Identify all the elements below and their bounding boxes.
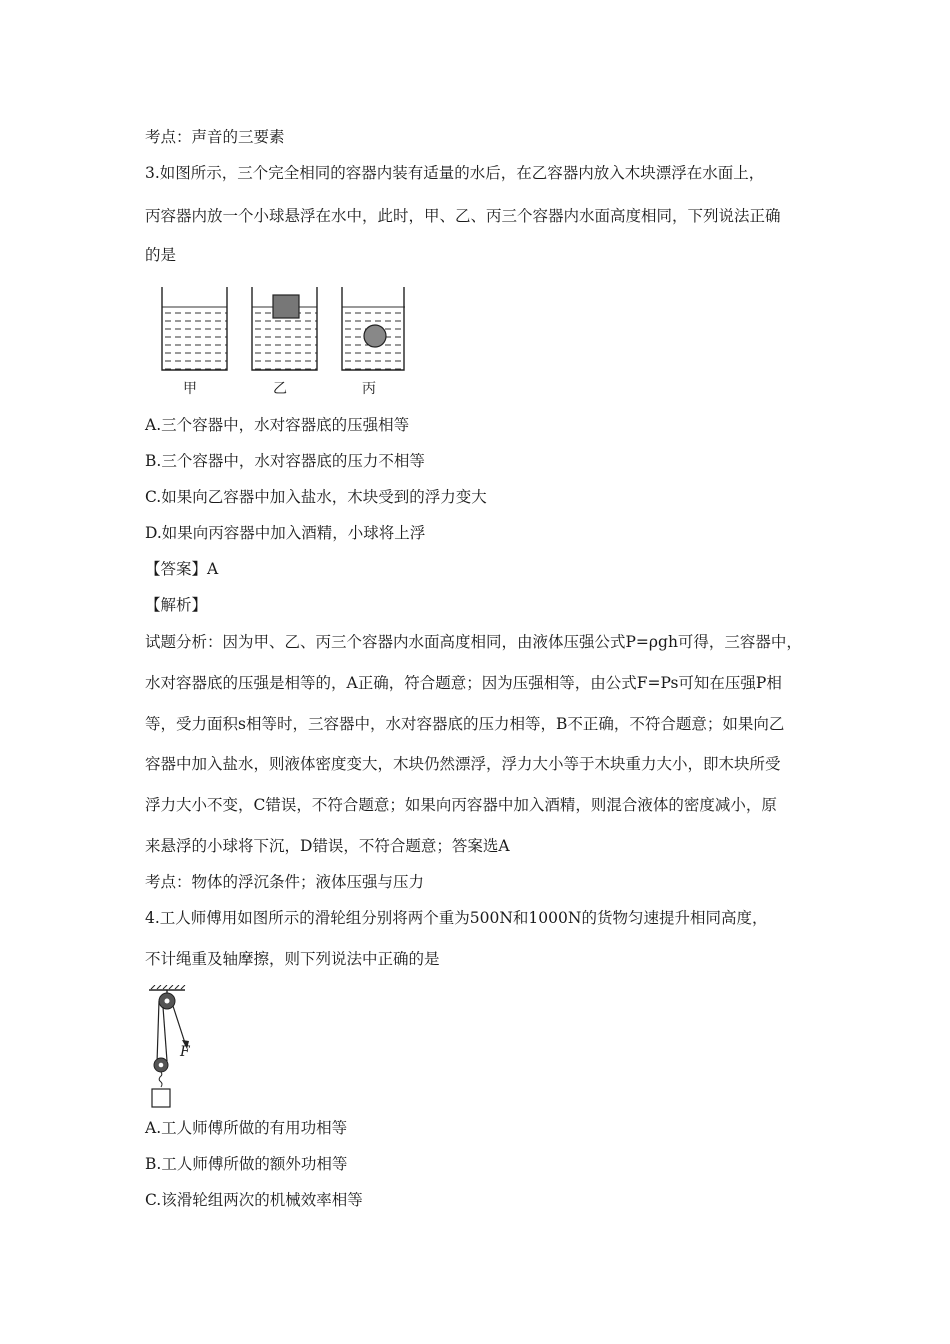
force-label: F [180,1044,190,1060]
movable-pulley [154,1058,168,1072]
container-bing [342,287,405,370]
label-bing: 丙 [362,381,376,397]
text-line: 丙容器内放一个小球悬浮在水中，此时，甲、乙、丙三个容器内水面高度相同，下列说法正确 [145,207,781,225]
container-jia [162,287,227,370]
text-line: C.如果向乙容器中加入盐水，木块受到的浮力变大 [145,488,487,506]
label-yi: 乙 [273,381,287,397]
text-line: 不计绳重及轴摩擦，则下列说法中正确的是 [145,950,440,968]
text-line: C.该滑轮组两次的机械效率相等 [145,1191,363,1209]
text-line: 的是 [145,246,177,264]
text-line: 浮力大小不变，C错误，不符合题意；如果向丙容器中加入酒精，则混合液体的密度减小，原 [145,796,777,814]
text-line: 【解析】 [145,596,208,614]
text-line: B.工人师傅所做的额外功相等 [145,1155,348,1173]
text-line: 4.工人师傅用如图所示的滑轮组分别将两个重为500N和1000N的货物匀速提升相同高度， [145,909,768,927]
text-line: 容器中加入盐水，则液体密度变大，木块仍然漂浮，浮力大小等于木块重力大小，即木块所受 [145,755,781,773]
text-line: 【答案】A [145,560,219,578]
text-line: A.工人师傅所做的有用功相等 [145,1119,348,1137]
text-line: 等，受力面积s相等时，三容器中，水对容器底的压力相等，B不正确，不符合题意；如果向乙 [145,715,785,733]
small-ball [364,325,386,347]
text-line: 来悬浮的小球将下沉，D错误，不符合题意；答案选A [145,837,510,855]
text-line: A.三个容器中，水对容器底的压强相等 [145,416,410,434]
text-line: 试题分析：因为甲、乙、丙三个容器内水面高度相同，由液体压强公式P=ρgh可得，三容器中， [145,633,802,651]
hook [159,1072,162,1087]
cargo-block [152,1089,170,1107]
text-line: 3.如图所示，三个完全相同的容器内装有适量的水后，在乙容器内放入木块漂浮在水面上， [145,164,765,182]
text-line: 考点：物体的浮沉条件；液体压强与压力 [145,873,425,891]
text-line: 考点：声音的三要素 [145,128,285,146]
label-jia: 甲 [183,381,197,397]
wood-block [273,295,299,318]
text-line: 水对容器底的压强是相等的，A正确，符合题意；因为压强相等，由公式F=Ps可知在压强P相 [145,674,782,692]
pulley-figure [145,985,205,1110]
text-line: D.如果向丙容器中加入酒精，小球将上浮 [145,524,426,542]
text-line: B.三个容器中，水对容器底的压力不相等 [145,452,425,470]
container-yi [252,287,317,370]
